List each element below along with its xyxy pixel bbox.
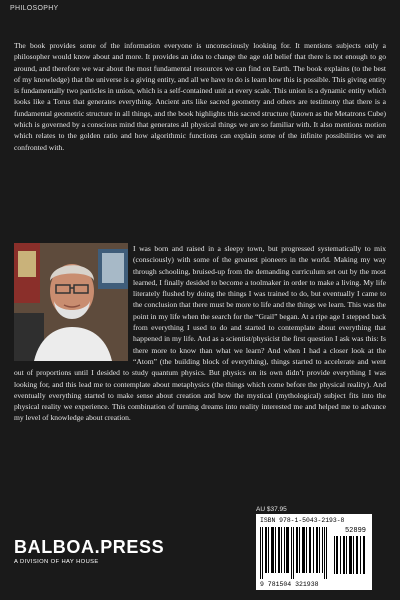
author-bio bbox=[14, 243, 386, 424]
price-code: 52899 bbox=[344, 527, 366, 535]
addon-barcode bbox=[334, 536, 366, 574]
publisher-name: BALBOA.PRESS bbox=[14, 537, 165, 557]
price-label: AU $37.95 bbox=[256, 506, 287, 513]
isbn-text: ISBN 978-1-5043-2193-8 bbox=[260, 517, 345, 524]
publisher-logo bbox=[14, 537, 164, 565]
publisher-tagline: A DIVISION OF HAY HOUSE bbox=[14, 559, 99, 565]
photo-spacer bbox=[14, 243, 133, 363]
barcode-panel bbox=[256, 514, 372, 590]
book-description: The book provides some of the information everyone is unconsciously looking for. It mentions subjects only a philosopher would know about and more. It provides an idea to change the age old belief that there is not enough to go around, and therefore we war about the most fundamental resources we can find on Earth. The book explains (to the best of my knowledge) that the universe is a giving entity, and all we have to do is learn how this is possible. This giving entity is fundamentally two particles in union, which is a self-contained unit at every scale. This union is a dynamic entity which looks like a Torus that generates everything. Ancient arts like sacred geometry and others are testimony that there is a fundamental geometric structure in all things, and the book highlights this sacred structure (known as the Metatrons Cube) which is governed by a conscious mind that generates all physical things we are so familiar with. It also mentions motion which relates to the golden ratio and how algorithmic functions can explain some of the infinite possibilities we are confronted with. bbox=[14, 41, 387, 152]
ean-barcode bbox=[260, 527, 330, 579]
genre-label: PHILOSOPHY bbox=[10, 5, 59, 12]
author-bio-text: I was born and raised in a sleepy town, but progressed systematically to mix (consciously) with some of the greatest pioneers in the world. Making my way through schooling, bruised-up from the demanding curriculum set out by the most learned, I finally desided to become a toolmaker in order to make a living. My life literately flushed by doing the things I was trained to do, but eventually I came to the conclusion that there must be more to life and the things we learn. This was the point in my life when the search for the “Grail” began. At a ripe age I stepped back from everything I used to do and started to contemplate about everything that happened in my life. And as a scientist/physicist the first question I ask was this: Is there more to know than what we learn? And when I had a closer look at the “Atom” (the building block of everything), things started to accelerate and went out of proportions until I desided to study quantum physics. But physics on its own didn’t provide everything I was looking for, and this lead me to contemplate about metaphysics (the things which come before the physical reality). And eventually everything started to make sense about creation and how the mystical (mythological) subject fits into the physical reality we experience. This combination of turning dreams into reality interested me and helped me to advance my level of knowledge about creation. bbox=[14, 244, 386, 423]
ean-digits: 9 781504 321938 bbox=[260, 581, 319, 588]
